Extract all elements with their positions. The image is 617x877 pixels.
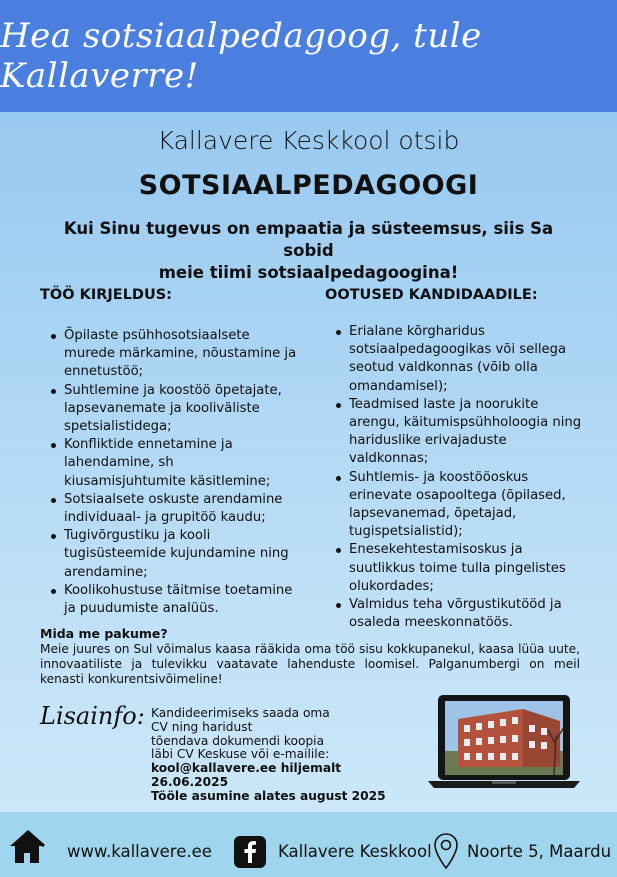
tagline <box>40 218 577 284</box>
website-link[interactable]: www.kallavere.ee <box>67 842 212 861</box>
tagline-line: meie tiimi sotsiaalpedagoogina! <box>158 263 459 282</box>
list-item: Suhtlemis- ja koostööoskus erinevate osapooltega (õpilased, lapsevanemad, õpetajad, tugispetsialistid); <box>333 469 583 542</box>
start-date: Tööle asumine alates august 2025 <box>151 788 386 803</box>
list-item: Õpilaste psühhosotsiaalsete murede märkamine, nõustamine ja ennetustöö; <box>48 327 298 382</box>
list-item: Erialane kõrgharidus sotsiaalpedagoogikas või sellega seotud valdkonnas (võib olla omandamisel); <box>333 323 583 396</box>
list-item: Koolikohustuse täitmise toetamine ja puudumiste analüüs. <box>48 582 298 618</box>
facebook-link[interactable]: Kallavere Keskkool <box>278 842 432 861</box>
list-item: Suhtlemine ja koostöö õpetajate, lapsevanemate ja kooliväliste spetsialistidega; <box>48 382 298 437</box>
laptop-school-photo <box>428 695 580 790</box>
job-description-heading: TÖÖ KIRJELDUS: <box>40 287 172 303</box>
contact-line: läbi CV Keskuse või e-mailile: <box>151 747 330 762</box>
contact-line: CV ning haridust <box>151 719 253 734</box>
tagline-line: Kui Sinu tugevus on empaatia ja süsteemsus, siis Sa sobid <box>63 219 554 260</box>
list-item: Enesekehtestamisoskus ja suutlikkus toime tulla pingelistes olukordades; <box>333 541 583 596</box>
location-pin-icon <box>432 832 460 870</box>
offer-heading: Mida me pakume? <box>40 626 168 641</box>
contact-line: tõendava dokumendi koopia <box>151 733 325 748</box>
offer-text: Meie juures on Sul võimalus kaasa rääkida oma töö sisu kokkupanekul, kaasa lüüa uute, innovaatiliste ja tulevikku vaatavate lahenduste loomisel. Palganumbergi on meil kenasti konkurentsivõimeline! <box>40 642 580 687</box>
more-info-label: Lisainfo: <box>40 702 145 730</box>
list-item: Tugivõrgustiku ja kooli tugisüsteemide kujundamine ning arendamine; <box>48 527 298 582</box>
school-subtitle: Kallavere Keskkool otsib <box>157 126 460 155</box>
email-deadline[interactable]: kool@kallavere.ee hiljemalt 26.06.2025 <box>151 761 342 789</box>
expectations-list <box>333 323 583 632</box>
home-icon <box>8 829 46 865</box>
address: Noorte 5, Maardu <box>467 842 612 861</box>
expectations-heading: OOTUSED KANDIDAADILE: <box>325 287 538 303</box>
top-banner <box>0 0 617 112</box>
banner-title: Hea sotsiaalpedagoog, tule Kallaverre! <box>0 16 482 96</box>
contact-line: Kandideerimiseks saada oma <box>151 706 330 720</box>
list-item: Konfliktide ennetamine ja lahendamine, sh kiusamisjuhtumite käsitlemine; <box>48 436 298 491</box>
list-item: Teadmised laste ja noorukite arengu, käitumispsühholoogia ning hariduslike erivajaduste valdkonnas; <box>333 396 583 469</box>
facebook-icon[interactable] <box>234 836 266 868</box>
list-item: Valmidus teha võrgustikutööd ja osaleda meeskonnatöös. <box>333 596 583 632</box>
list-item: Sotsiaalsete oskuste arendamine individuaal- ja grupitöö kaudu; <box>48 491 298 527</box>
job-description-list <box>48 327 298 618</box>
position-title: SOTSIAALPEDAGOOGI <box>138 170 479 201</box>
contact-info <box>151 707 421 804</box>
